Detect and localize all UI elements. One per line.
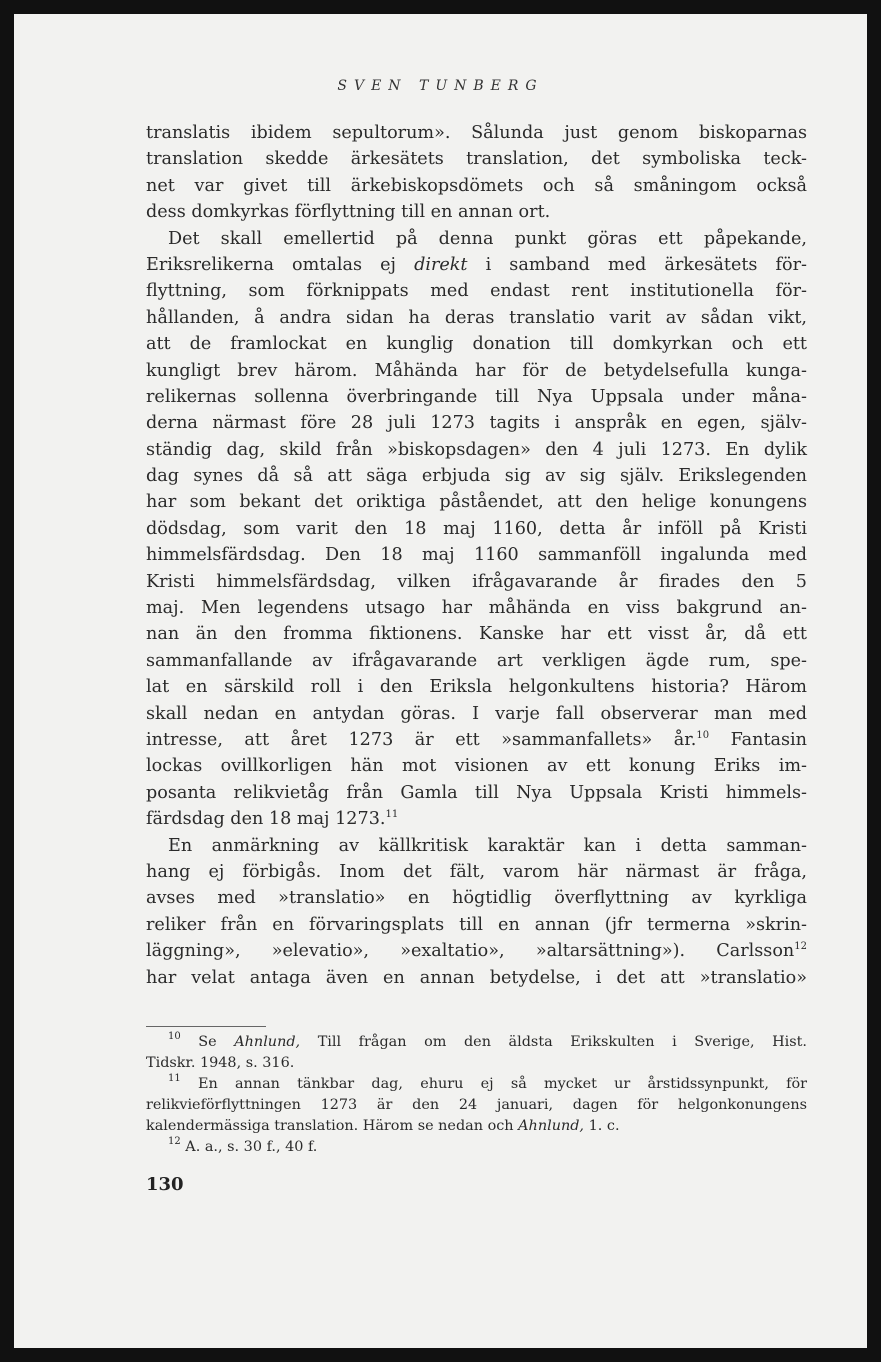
body-line bbox=[146, 806, 807, 832]
footnote-line bbox=[146, 1116, 807, 1137]
footnote-reference: 11 bbox=[385, 809, 399, 821]
page-number: 130 bbox=[146, 1174, 184, 1195]
emphasis: Ahnlund, bbox=[234, 1034, 301, 1050]
body-line: dess domkyrkas förflyttning till en annan ort. bbox=[146, 202, 551, 223]
body-line: hållanden, å andra sidan ha deras translatio varit av sådan vikt, bbox=[146, 307, 807, 328]
footnotes bbox=[146, 1032, 807, 1158]
body-line: reliker från en förvaringsplats till en annan (jfr termerna »skrin- bbox=[146, 914, 807, 935]
body-text: i samband med ärkesätets för- bbox=[467, 254, 808, 275]
footnote-line bbox=[146, 1095, 807, 1116]
body-text: läggning», »elevatio», »exaltatio», »altarsättning»). Carlsson bbox=[146, 941, 795, 962]
footnote-text: 1. c. bbox=[584, 1118, 620, 1134]
book-page bbox=[14, 14, 867, 1348]
footnote-marker: 12 bbox=[168, 1136, 181, 1147]
emphasis: Ahnlund, bbox=[518, 1118, 585, 1134]
body-text: Eriksrelikerna omtalas ej bbox=[146, 254, 415, 275]
body-line: relikernas sollenna överbringande till Nya Uppsala under måna- bbox=[146, 386, 807, 407]
footnote-reference: 10 bbox=[696, 729, 710, 741]
footnote-text: Se bbox=[180, 1034, 235, 1050]
emphasis: direkt bbox=[414, 254, 468, 275]
body-line: posanta relikvietåg från Gamla till Nya Uppsala Kristi himmels- bbox=[146, 782, 807, 803]
body-line: flyttning, som förknippats med endast rent institutionella för- bbox=[146, 281, 807, 302]
body-line: skall nedan en antydan göras. I varje fall observerar man med bbox=[146, 703, 807, 724]
body-text: intresse, att året 1273 är ett »sammanfallets» år. bbox=[146, 729, 697, 750]
body-line: ständig dag, skild från »biskopsdagen» den 4 juli 1273. En dylik bbox=[146, 439, 807, 460]
footnote-text: En annan tänkbar dag, ehuru ej så mycket ur årstidssynpunkt, för bbox=[180, 1076, 807, 1092]
body-line: avses med »translatio» en högtidlig överflyttning av kyrkliga bbox=[146, 888, 807, 909]
footnote-marker: 10 bbox=[168, 1031, 181, 1042]
body-line: himmelsfärdsdag. Den 18 maj 1160 sammanföll ingalunda med bbox=[146, 545, 807, 566]
body-line: dödsdag, som varit den 18 maj 1160, detta år inföll på Kristi bbox=[146, 518, 807, 539]
body-text: färdsdag den 18 maj 1273. bbox=[146, 809, 386, 830]
body-line: har som bekant det oriktiga påståendet, att den helige konungens bbox=[146, 492, 807, 513]
body-line: hang ej förbigås. Inom det fält, varom här närmast är fråga, bbox=[146, 861, 807, 882]
footnote-text: Till frågan om den äldsta Erikskulten i Sverige, Hist. bbox=[300, 1034, 808, 1050]
body-line: translatis ibidem sepultorum». Sålunda just genom biskoparnas bbox=[146, 123, 807, 143]
running-head: SVEN TUNBERG bbox=[337, 78, 544, 94]
footnote-rule bbox=[146, 1026, 266, 1027]
body-line: translation skedde ärkesätets translation, det symboliska teck- bbox=[146, 149, 807, 170]
footnote-text: A. a., s. 30 f., 40 f. bbox=[180, 1139, 318, 1155]
body-line bbox=[146, 727, 807, 753]
body-line: maj. Men legendens utsago har måhända en viss bakgrund an- bbox=[146, 598, 807, 619]
footnote-text: relikvieförflyttningen 1273 är den 24 januari, dagen för helgonkonungens bbox=[146, 1097, 807, 1113]
footnote-text: Tidskr. 1948, s. 316. bbox=[146, 1055, 295, 1071]
body-line bbox=[146, 938, 807, 964]
body-line: dag synes då så att säga erbjuda sig av sig själv. Erikslegenden bbox=[146, 466, 807, 487]
body-line: En anmärkning av källkritisk karaktär kan i detta samman- bbox=[168, 835, 807, 856]
body-text: Fantasin bbox=[709, 729, 807, 750]
body-line: lat en särskild roll i den Eriksla helgonkultens historia? Härom bbox=[146, 677, 807, 698]
body-line: lockas ovillkorligen hän mot visionen av ett konung Eriks im- bbox=[146, 756, 807, 777]
body-text bbox=[146, 120, 807, 991]
footnote-line bbox=[146, 1032, 807, 1053]
body-line: har velat antaga även en annan betydelse, i det att »translatio» bbox=[146, 967, 807, 988]
body-line: net var givet till ärkebiskopsdömets och så småningom också bbox=[146, 175, 807, 196]
body-line: kungligt brev härom. Måhända har för de betydelsefulla kunga- bbox=[146, 360, 807, 381]
footnote-marker: 11 bbox=[168, 1073, 181, 1084]
body-line: derna närmast före 28 juli 1273 tagits i anspråk en egen, själv- bbox=[146, 413, 807, 434]
body-line bbox=[146, 252, 807, 278]
body-line: nan än den fromma fiktionens. Kanske har ett visst år, då ett bbox=[146, 624, 807, 645]
body-line: Kristi himmelsfärdsdag, vilken ifrågavarande år firades den 5 bbox=[146, 571, 807, 592]
footnote-line bbox=[146, 1053, 807, 1074]
footnote-reference: 12 bbox=[794, 941, 807, 953]
body-line: sammanfallande av ifrågavarande art verkligen ägde rum, spe- bbox=[146, 650, 807, 671]
footnote-text: kalendermässiga translation. Härom se nedan och bbox=[146, 1118, 519, 1134]
footnote-line bbox=[146, 1074, 807, 1095]
body-line: Det skall emellertid på denna punkt göras ett påpekande, bbox=[168, 228, 807, 249]
body-line: att de framlockat en kunglig donation till domkyrkan och ett bbox=[146, 334, 807, 355]
footnote-line bbox=[146, 1137, 807, 1158]
